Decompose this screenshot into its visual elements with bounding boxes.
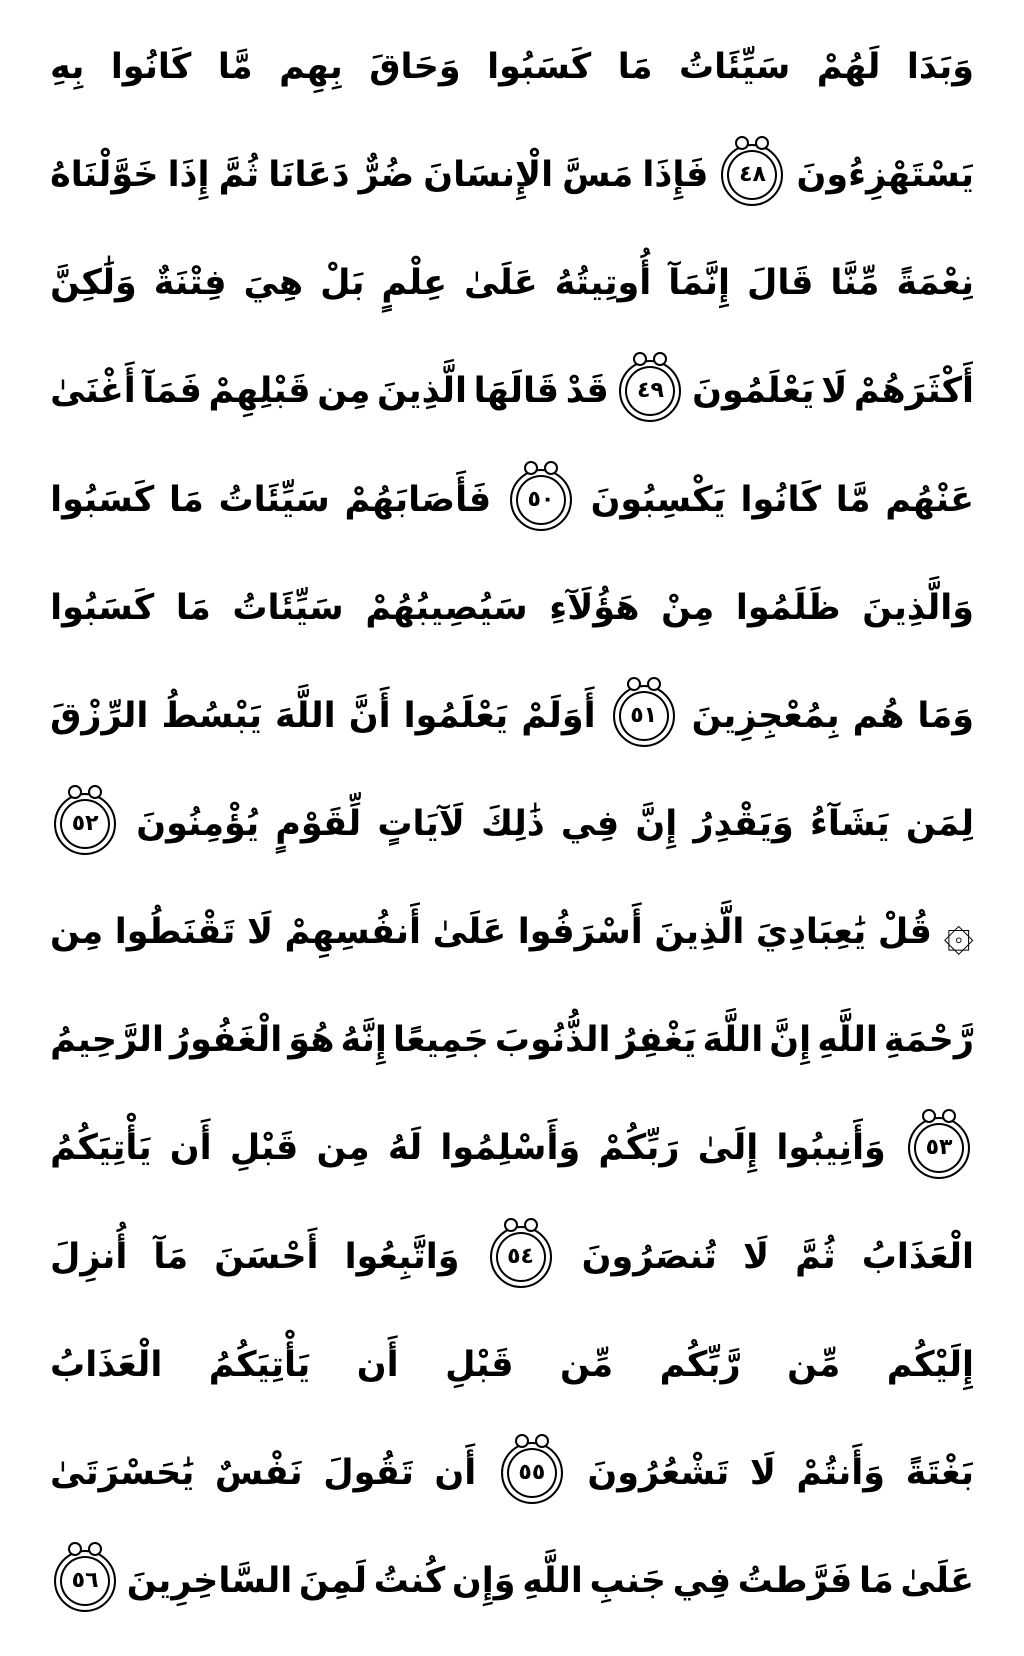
- ayah-word: كَانُوا: [740, 479, 822, 520]
- ayah-word: قَالَهَا: [473, 371, 560, 412]
- ayah-word: سَيِّئَاتُ: [678, 47, 791, 87]
- ayah-word: يَعْلَمُونَ: [692, 371, 815, 412]
- ayah-end-marker: [721, 144, 783, 206]
- ayah-word: إِلَيْكُم: [886, 1344, 974, 1385]
- ayah-word: ضُرٌّ: [358, 155, 415, 196]
- ayah-end-marker: [54, 1550, 116, 1612]
- ayah-word: وَأَنِيبُوا: [776, 1128, 886, 1169]
- ayah-word: مَا: [617, 47, 653, 87]
- ayah-word: يَٰحَسْرَتَىٰ: [50, 1452, 195, 1493]
- ayah-word: رَّبِّكُم: [659, 1344, 741, 1385]
- ayah-word: الذُّنُوبَ: [494, 1020, 611, 1061]
- ayah-word: وَبَدَا: [906, 47, 974, 87]
- ayah-word: مَا: [175, 587, 211, 628]
- ayah-word: دَعَانَا: [268, 155, 350, 196]
- ayah-word: مَآ: [153, 1236, 189, 1277]
- ayah-word: يَغْفِرُ: [616, 1020, 697, 1061]
- ayah-word: لِمَن: [905, 803, 974, 844]
- ayah-word: إِذَا: [167, 155, 210, 196]
- ayah-word: الرَّحِيمُ: [50, 1020, 164, 1061]
- ayah-word: مَّا: [217, 47, 253, 87]
- ayah-word: وَاتَّبِعُوا: [344, 1236, 460, 1277]
- ayah-word: أَن: [169, 1128, 212, 1169]
- ayah-word: يَٰعِبَادِيَ: [755, 912, 867, 953]
- ayah-word: أَكْثَرَهُمْ: [853, 371, 974, 412]
- ayah-word: خَوَّلْنَاهُ: [50, 155, 159, 196]
- ayah-word: هُوَ: [288, 1020, 335, 1061]
- ayah-word: وَمَا: [917, 695, 974, 736]
- ayah-word: هُم: [852, 695, 905, 736]
- ayah-word: فَمَآ: [142, 371, 202, 412]
- quran-line: [50, 989, 974, 1091]
- ayah-word: يَأْتِيَكُمُ: [208, 1344, 311, 1385]
- ayah-word: جَنبِ: [589, 1560, 667, 1601]
- ayah-word: أَنَّ: [348, 695, 391, 736]
- ayah-word: قَالَ: [746, 263, 814, 304]
- ayah-word: يَعْلَمُوا: [403, 695, 509, 736]
- ayah-word: إِلَىٰ: [697, 1128, 759, 1169]
- ayah-word: لَهُمْ: [816, 47, 881, 87]
- ayah-word: الْإِنسَانَ: [423, 155, 554, 196]
- quran-line: [50, 1314, 974, 1416]
- ayah-word: الرِّزْقَ: [50, 695, 149, 736]
- ayah-end-marker: [613, 685, 675, 747]
- ayah-word: مَا: [168, 479, 204, 520]
- ayah-word: رَبِّكُمْ: [598, 1128, 680, 1169]
- ayah-word: بِمُعْجِزِينَ: [691, 695, 840, 736]
- ayah-end-marker: [510, 469, 572, 531]
- ayah-word: مَسَّ: [562, 155, 634, 196]
- ayah-word: لَهُ: [387, 1128, 423, 1169]
- ayah-word: إِنَّ: [635, 803, 678, 844]
- ayah-word: لِّقَوْمٍ: [275, 803, 362, 844]
- ayah-word: تُنصَرُونَ: [581, 1236, 717, 1277]
- ayah-word: يَكْسِبُونَ: [590, 479, 726, 520]
- ayah-word: تَقْنَطُوا: [114, 912, 236, 953]
- ayah-word: الْغَفُورُ: [170, 1020, 283, 1061]
- ayah-word: كَسَبُوا: [50, 479, 155, 520]
- ayah-word: قُلْ: [877, 912, 932, 953]
- ayah-word: وَأَنتُمْ: [796, 1452, 886, 1493]
- ayah-word: الَّذِينَ: [654, 912, 745, 953]
- ayah-word: مَا: [858, 1560, 894, 1601]
- ayah-word: وَيَقْدِرُ: [693, 803, 794, 844]
- ayah-word: يَبْسُطُ: [161, 695, 262, 736]
- ayah-word: يَأْتِيَكُمُ: [50, 1128, 152, 1169]
- ayah-word: وَالَّذِينَ: [862, 587, 974, 628]
- quran-line: [50, 665, 974, 767]
- ayah-word: سَيِّئَاتُ: [232, 587, 344, 628]
- ayah-word: مِّن: [559, 1344, 614, 1385]
- ayah-word: اللَّهِ: [817, 1020, 878, 1061]
- ayah-word: فَأَصَابَهُمْ: [344, 479, 492, 520]
- ayah-word: بِهِ: [50, 47, 85, 87]
- ayah-word: فِي: [672, 1560, 731, 1601]
- quran-line: [50, 881, 974, 983]
- ayah-word: وَأَسْلِمُوا: [440, 1128, 581, 1169]
- ayah-word: إِنَّ: [769, 1020, 812, 1061]
- ayah-word: ذَٰلِكَ: [481, 803, 545, 844]
- ayah-word: يَشَآءُ: [809, 803, 890, 844]
- quran-line: [50, 557, 974, 659]
- ayah-word: نِعْمَةً: [896, 263, 974, 304]
- ayah-word: نَفْسٌ: [214, 1452, 303, 1493]
- ayah-word: بِهِم: [279, 47, 343, 87]
- ayah-word: عَلَىٰ: [464, 263, 538, 304]
- ayah-word: اللَّهِ: [522, 1560, 583, 1601]
- ayah-word: مِن: [50, 912, 104, 953]
- ayah-word: أُنزِلَ: [50, 1236, 128, 1277]
- ayah-word: فِي: [560, 803, 620, 844]
- quran-line: [50, 773, 974, 875]
- ayah-word: الْعَذَابُ: [50, 1344, 163, 1385]
- ayah-word: فِتْنَةٌ: [153, 263, 227, 304]
- ayah-word: عِلْمٍ: [381, 263, 448, 304]
- ayah-word: بَلْ: [320, 263, 365, 304]
- ayah-word: ثُمَّ: [795, 1236, 836, 1277]
- ayah-word: يُؤْمِنُونَ: [136, 803, 260, 844]
- ayah-word: مَّا: [835, 479, 871, 520]
- ayah-word: أَنفُسِهِمْ: [284, 912, 422, 953]
- ayah-word: لَا: [749, 1452, 776, 1493]
- ayah-word: أَحْسَنَ: [214, 1236, 319, 1277]
- ayah-word: اللَّهَ: [275, 695, 336, 736]
- ayah-word: عَلَىٰ: [432, 912, 507, 953]
- ayah-word: أَسْرَفُوا: [517, 912, 643, 953]
- ayah-word: أَغْنَىٰ: [50, 371, 136, 412]
- quran-line: [50, 1530, 974, 1632]
- ayah-word: سَيُصِيبُهُمْ: [365, 587, 528, 628]
- ayah-word: تَقُولَ: [323, 1452, 414, 1493]
- ayah-word: الَّذِينَ: [377, 371, 467, 412]
- ayah-word: وَحَاقَ: [369, 47, 461, 87]
- ayah-number: ٤٨: [739, 162, 766, 188]
- quran-line: [50, 16, 974, 118]
- ayah-word: كَسَبُوا: [487, 47, 592, 87]
- ayah-word: هَؤُلَآءِ: [549, 587, 640, 628]
- ayah-word: وَلَٰكِنَّ: [50, 263, 137, 304]
- quran-line: [50, 449, 974, 551]
- ayah-word: قَبْلِ: [445, 1344, 514, 1385]
- ayah-word: قَدْ: [565, 371, 609, 412]
- ayah-number: ٥٦: [71, 1567, 99, 1593]
- ayah-word: أُوتِيتُهُ: [554, 263, 652, 304]
- ayah-word: مِّن: [787, 1344, 841, 1385]
- ayah-end-marker: [54, 793, 116, 855]
- ayah-word: لَمِنَ: [298, 1560, 367, 1601]
- ayah-word: فَرَّطتُ: [737, 1560, 853, 1601]
- ayah-word: ثُمَّ: [218, 155, 260, 196]
- ayah-word: وَإِن: [451, 1560, 516, 1601]
- ayah-number: ٥٢: [71, 810, 99, 836]
- ayah-end-marker: [490, 1226, 552, 1288]
- ayah-word: تَشْعُرُونَ: [587, 1452, 730, 1493]
- ayah-word: مِّنَّا: [830, 263, 880, 304]
- quran-line: [50, 124, 974, 226]
- ayah-word: مِن: [317, 371, 371, 412]
- quran-line: [50, 1206, 974, 1308]
- ayah-word: جَمِيعًا: [392, 1020, 489, 1061]
- rub-el-hizb-icon: ۞: [943, 902, 974, 963]
- ayah-word: يَسْتَهْزِءُونَ: [796, 155, 974, 196]
- ayah-end-marker: [501, 1442, 563, 1504]
- ayah-number: ٥٣: [925, 1135, 953, 1161]
- ayah-word: هِيَ: [243, 263, 304, 304]
- ayah-word: سَيِّئَاتُ: [218, 479, 330, 520]
- ayah-word: كَسَبُوا: [50, 587, 155, 628]
- quran-line: [50, 1422, 974, 1524]
- ayah-end-marker: [619, 360, 681, 422]
- ayah-word: إِنَّمَآ: [668, 263, 730, 304]
- ayah-word: مِنْ: [661, 587, 715, 628]
- ayah-word: كَانُوا: [110, 47, 192, 87]
- ayah-word: لَا: [246, 912, 273, 953]
- ayah-number: ٤٩: [637, 378, 664, 404]
- ayah-word: لَا: [742, 1236, 770, 1277]
- ayah-word: قَبْلِهِمْ: [208, 371, 311, 412]
- ayah-word: أَوَلَمْ: [521, 695, 596, 736]
- ayah-word: لَآيَاتٍ: [377, 803, 465, 844]
- quran-line: [50, 340, 974, 442]
- ayah-number: ٥٥: [518, 1459, 546, 1485]
- ayah-word: ظَلَمُوا: [735, 587, 841, 628]
- ayah-word: الْعَذَابُ: [861, 1236, 974, 1277]
- ayah-word: عَلَىٰ: [900, 1560, 974, 1601]
- ayah-word: بَغْتَةً: [905, 1452, 974, 1493]
- ayah-number: ٥٤: [507, 1243, 534, 1269]
- ayah-word: أَن: [434, 1452, 477, 1493]
- ayah-word: لَا: [821, 371, 848, 412]
- ayah-word: فَإِذَا: [642, 155, 709, 196]
- quran-line: [50, 232, 974, 334]
- ayah-word: قَبْلِ: [229, 1128, 299, 1169]
- ayah-word: عَنْهُم: [885, 479, 974, 520]
- ayah-number: ٥٠: [527, 486, 555, 512]
- ayah-word: رَّحْمَةِ: [883, 1020, 974, 1061]
- ayah-word: مِن: [316, 1128, 370, 1169]
- ayah-number: ٥١: [630, 702, 658, 728]
- quran-line: [50, 1097, 974, 1199]
- ayah-word: أَن: [356, 1344, 399, 1385]
- ayah-word: السَّاخِرِينَ: [126, 1560, 293, 1601]
- ayah-word: إِنَّهُ: [340, 1020, 387, 1061]
- ayah-end-marker: [908, 1117, 970, 1179]
- ayah-word: اللَّهَ: [702, 1020, 764, 1061]
- ayah-word: كُنتُ: [373, 1560, 446, 1601]
